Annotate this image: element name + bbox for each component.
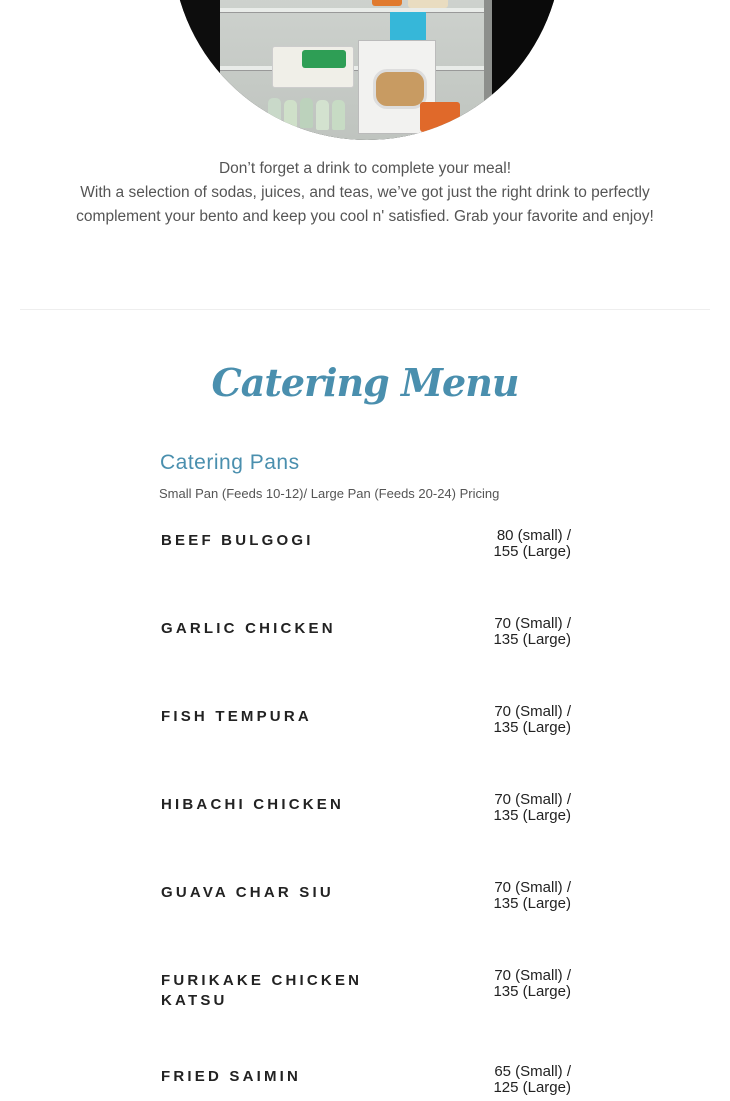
menu-item-name: GARLIC CHICKEN: [161, 620, 336, 637]
menu-item-price: [461, 880, 571, 912]
price-large: 135 (Large): [493, 895, 571, 912]
fridge-shelf: [220, 66, 492, 71]
menu-item-name: HIBACHI CHICKEN: [161, 796, 344, 813]
price-small: 80 (small) /: [496, 527, 571, 544]
price-large: 135 (Large): [493, 719, 571, 736]
price-small: 70 (Small) /: [494, 879, 571, 896]
catering-menu-title: Catering Menu: [211, 360, 519, 405]
menu-item-name: FRIED SAIMIN: [161, 1068, 302, 1085]
snack-item: [408, 0, 448, 8]
menu-item-price: [461, 968, 571, 1000]
drinks-intro: Don’t forget a drink to complete your meal!: [218, 160, 512, 177]
dip-container: [373, 69, 427, 109]
fridge-door-right: [492, 0, 562, 140]
catering-pans-heading: Catering Pans: [160, 451, 300, 474]
menu-item-name: BEEF BULGOGI: [161, 532, 314, 549]
snack-item: [302, 50, 346, 68]
price-large: 135 (Large): [493, 631, 571, 648]
price-small: 70 (Small) /: [494, 615, 571, 632]
menu-item-price: [461, 704, 571, 736]
price-large: 135 (Large): [493, 983, 571, 1000]
drinks-description-block: [40, 157, 690, 229]
drinks-description: With a selection of sodas, juices, and teas, we’ve got just the right drink to perfectly complement your bento and keep you cool n' satisfied. Grab your favorite and enjoy!: [76, 184, 654, 225]
price-tag: [390, 12, 426, 42]
bottle: [268, 98, 281, 128]
price-large: 125 (Large): [493, 1079, 571, 1096]
fridge-frame: [484, 0, 492, 140]
price-small: 70 (Small) /: [494, 703, 571, 720]
price-large: 135 (Large): [493, 807, 571, 824]
menu-item-price: [461, 792, 571, 824]
menu-item-name: FURIKAKE CHICKEN KATSU: [161, 972, 363, 1009]
menu-item-price: [461, 616, 571, 648]
snack-item: [372, 0, 402, 6]
section-divider: [20, 309, 710, 310]
price-small: 65 (Small) /: [494, 1063, 571, 1080]
price-large: 155 (Large): [493, 543, 571, 560]
bottle: [284, 100, 297, 130]
catering-pans-pricing-note: Small Pan (Feeds 10-12)/ Large Pan (Feeds 20-24) Pricing: [159, 486, 500, 501]
bottle: [316, 100, 329, 130]
fridge-door-left: [172, 0, 220, 140]
bottle: [300, 98, 313, 128]
fridge-shelf: [220, 8, 492, 13]
menu-item-name: FISH TEMPURA: [161, 708, 312, 725]
price-small: 70 (Small) /: [494, 791, 571, 808]
bottle: [332, 100, 345, 130]
drink-fridge-photo: [172, 0, 562, 140]
menu-item-price: [461, 1064, 571, 1096]
menu-item-price: [461, 528, 571, 560]
menu-item-name: GUAVA CHAR SIU: [161, 884, 334, 901]
price-small: 70 (Small) /: [494, 967, 571, 984]
snack-item: [420, 102, 460, 132]
